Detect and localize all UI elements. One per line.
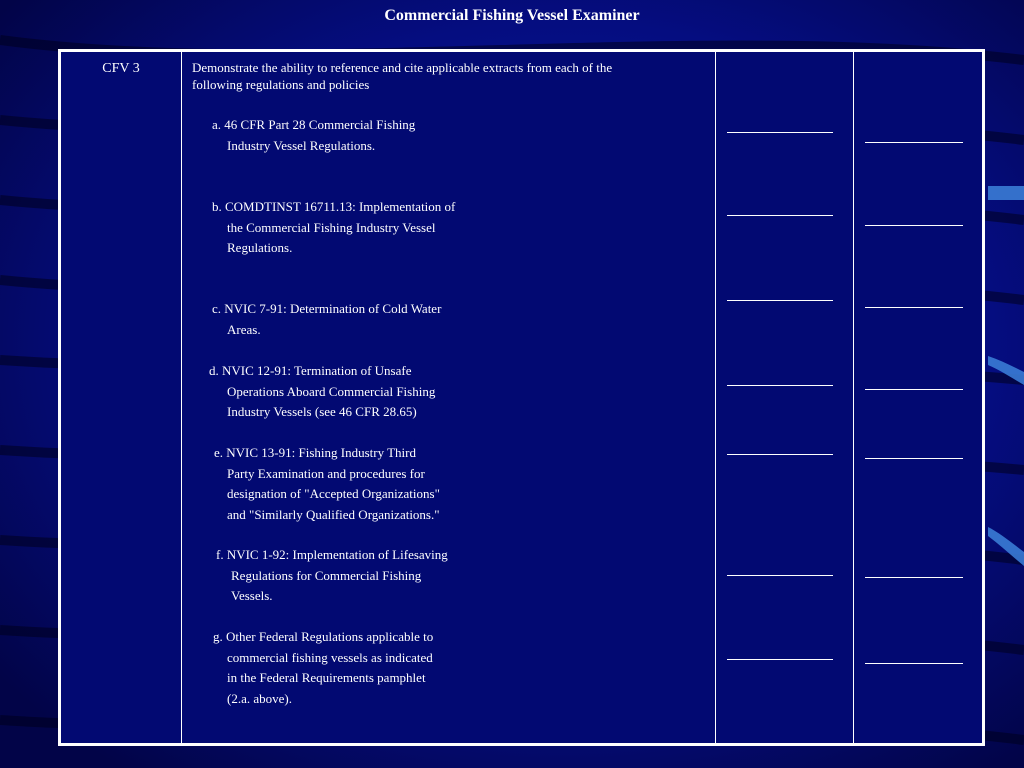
item-line: d. NVIC 12-91: Termination of Unsafe [209,363,412,378]
item-line: Vessels. [231,588,273,603]
regulation-item-g [213,627,433,709]
regulation-item-b [212,197,455,259]
item-line: c. NVIC 7-91: Determination of Cold Water [212,301,442,316]
item-line: designation of "Accepted Organizations" [227,486,440,501]
date-column [854,52,982,743]
requirements-table [58,49,985,746]
date-blank [865,142,963,143]
item-line: Areas. [227,321,261,337]
intro-line: following regulations and policies [192,77,370,92]
date-blank [865,389,963,390]
item-line: Regulations for Commercial Fishing [231,567,422,583]
item-line: Industry Vessels (see 46 CFR 28.65) [227,404,417,419]
item-line: Party Examination and procedures for [227,465,425,481]
regulation-item-e [214,443,440,525]
date-blank [865,307,963,308]
item-line: commercial fishing vessels as indicated [227,649,433,665]
item-line: in the Federal Requirements pamphlet [227,670,426,685]
signature-blank [727,132,833,133]
date-blank [865,577,963,578]
date-blank [865,663,963,664]
signature-blank [727,385,833,386]
intro-line: Demonstrate the ability to reference and cite applicable extracts from each of the [192,60,613,75]
description-column [182,52,716,743]
item-line: g. Other Federal Regulations applicable to [213,629,434,644]
item-line: e. NVIC 13-91: Fishing Industry Third [214,445,416,460]
item-line: the Commercial Fishing Industry Vessel [227,219,436,235]
signature-blank [727,300,833,301]
signature-blank [727,454,833,455]
signature-blank [727,659,833,660]
item-line: and "Similarly Qualified Organizations." [227,506,440,522]
item-line: Industry Vessel Regulations. [227,137,376,153]
item-line: a. 46 CFR Part 28 Commercial Fishing [212,117,416,132]
signature-blank [727,575,833,576]
regulation-item-c [212,299,441,340]
requirement-code: CFV 3 [102,61,140,76]
signature-blank [727,215,833,216]
requirement-intro [192,59,692,93]
signature-column [716,52,854,743]
slide-title: Commercial Fishing Vessel Examiner [384,7,640,24]
item-line: Regulations. [227,240,293,255]
date-blank [865,225,963,226]
item-line: (2.a. above). [227,690,292,706]
regulation-item-f [216,545,448,607]
regulation-item-d [209,361,435,423]
item-line: b. COMDTINST 16711.13: Implementation of [212,199,456,214]
item-line: f. NVIC 1-92: Implementation of Lifesaving [216,547,448,562]
item-line: Operations Aboard Commercial Fishing [227,383,436,399]
regulation-item-a [212,115,415,156]
date-blank [865,458,963,459]
code-column [61,52,182,743]
